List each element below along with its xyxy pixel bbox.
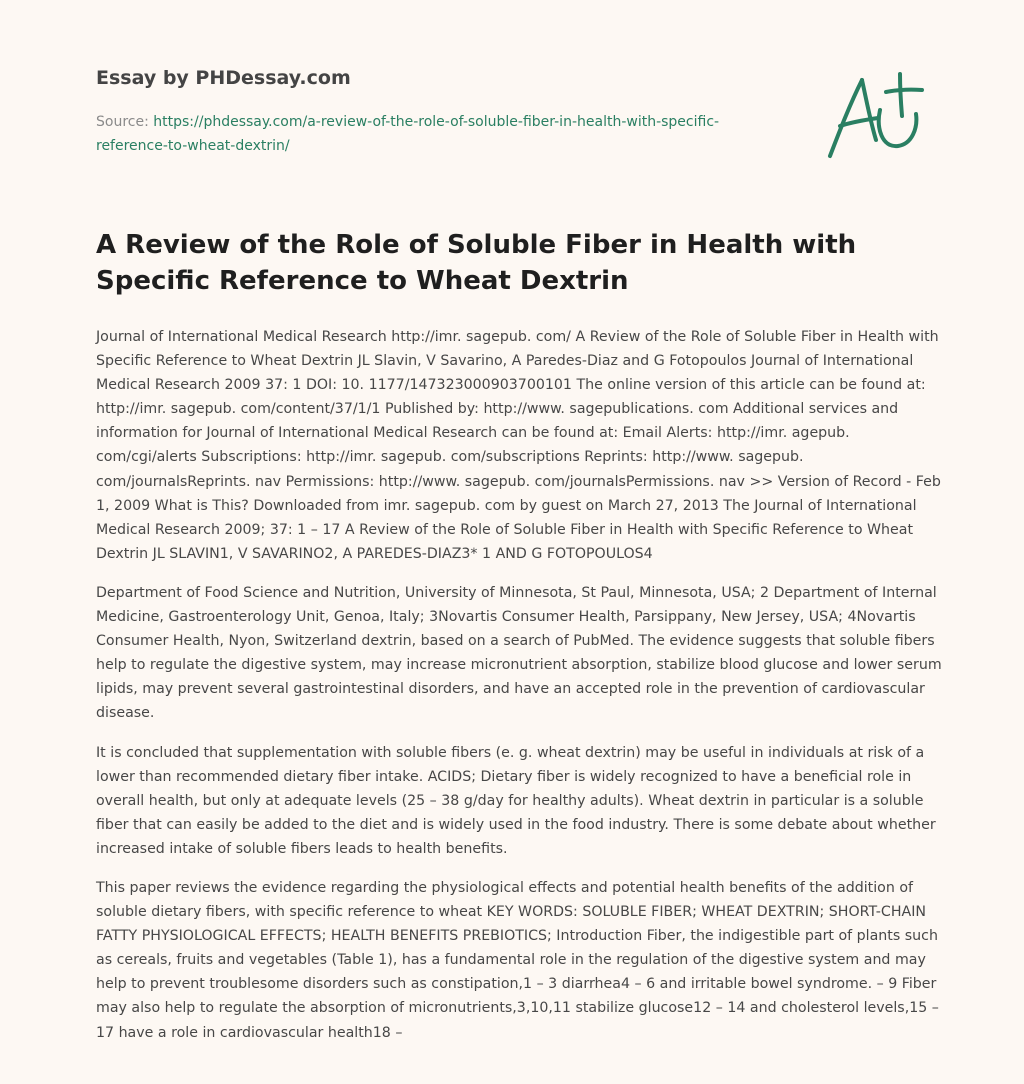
source-link[interactable]: https://phdessay.com/a-review-of-the-role-of-soluble-fiber-in-health-with-specific-reference-to-wheat-dextrin/ [96,114,720,154]
article-title: A Review of the Role of Soluble Fiber in Health with Specific Reference to Wheat Dextrin [96,230,857,296]
source-line [96,110,776,158]
paragraph: Department of Food Science and Nutrition, University of Minnesota, St Paul, Minnesota, USA; 2 Department of Internal Medicine, Gastroenterology Unit, Genoa, Italy; 3Novartis Consumer Health, Parsippany, New Jersey, USA; 4Novartis Consumer Health, Nyon, Switzerland dextrin, based on a search of PubMed. The evidence suggests that soluble fibers help to regulate the digestive system, may increase micronutrient absorption, stabilize blood glucose and lower serum lipids, may prevent several gastrointestinal disorders, and have an accepted role in the prevention of cardiovascular disease. [96,584,942,722]
a-plus-logo-icon [824,68,928,164]
paragraph: It is concluded that supplementation with soluble fibers (e. g. wheat dextrin) may be useful in individuals at risk of a lower than recommended dietary fiber intake. ACIDS; Dietary fiber is widely recognized to have a beneficial role in overall health, but only at adequate levels (25 – 38 g/day for healthy adults). Wheat dextrin in particular is a soluble fiber that can easily be added to the diet and is widely used in the food industry. There is some debate about whether increased intake of soluble fibers leads to health benefits. [96,744,936,857]
paragraph: Journal of International Medical Research http://imr. sagepub. com/ A Review of the Role of Soluble Fiber in Health with Specific Reference to Wheat Dextrin JL Slavin, V Savarino, A Paredes-Diaz and G Fotopoulos Journal of International Medical Research 2009 37: 1 DOI: 10. 1177/147323000903700101 The online version of this article can be found at: http://imr. sagepub. com/content/37/1/1 Published by: http://www. sagepublications. com Additional services and information for Journal of International Medical Research can be found at: Email Alerts: http://imr. agepub. com/cgi/alerts Subscriptions: http://imr. sagepub. com/subscriptions Reprints: http://www. sagepub. com/journalsReprints. nav Permissions: http://www. sagepub. com/journalsPermissions. nav >> Version of Record - Feb 1, 2009 What is This? Downloaded from imr. sagepub. com by guest on March 27, 2013 The Journal of International Medical Research 2009; 37: 1 – 17 A Review of the Role of Soluble Fiber in Health with Specific Reference to Wheat Dextrin JL SLAVIN1, V SAVARINO2, A PAREDES-DIAZ3* 1 AND G FOTOPOULOS4 [96,329,941,562]
source-label: Source: [96,114,154,130]
paragraph: This paper reviews the evidence regarding the physiological effects and potential health benefits of the addition of soluble dietary fibers, with specific reference to wheat KEY WORDS: SOLUBLE FIBER; WHEAT DEXTRIN; SHORT-CHAIN FATTY PHYSIOLOGICAL EFFECTS; HEALTH BENEFITS PREBIOTICS; Introduction Fiber, the indigestible part of plants such as cereals, fruits and vegetables (Table 1), has a fundamental role in the regulation of the digestive system and may help to prevent troublesome disorders such as constipation,1 – 3 diarrhea4 – 6 and irritable bowel syndrome. – 9 Fiber may also help to regulate the absorption of micronutrients,3,10,11 stabilize glucose12 – 14 and cholesterol levels,15 – 17 have a role in cardiovascular health18 – [96,879,939,1041]
page-header [96,66,776,158]
site-brand: Essay by PHDessay.com [96,67,351,89]
article-body [96,325,942,1060]
